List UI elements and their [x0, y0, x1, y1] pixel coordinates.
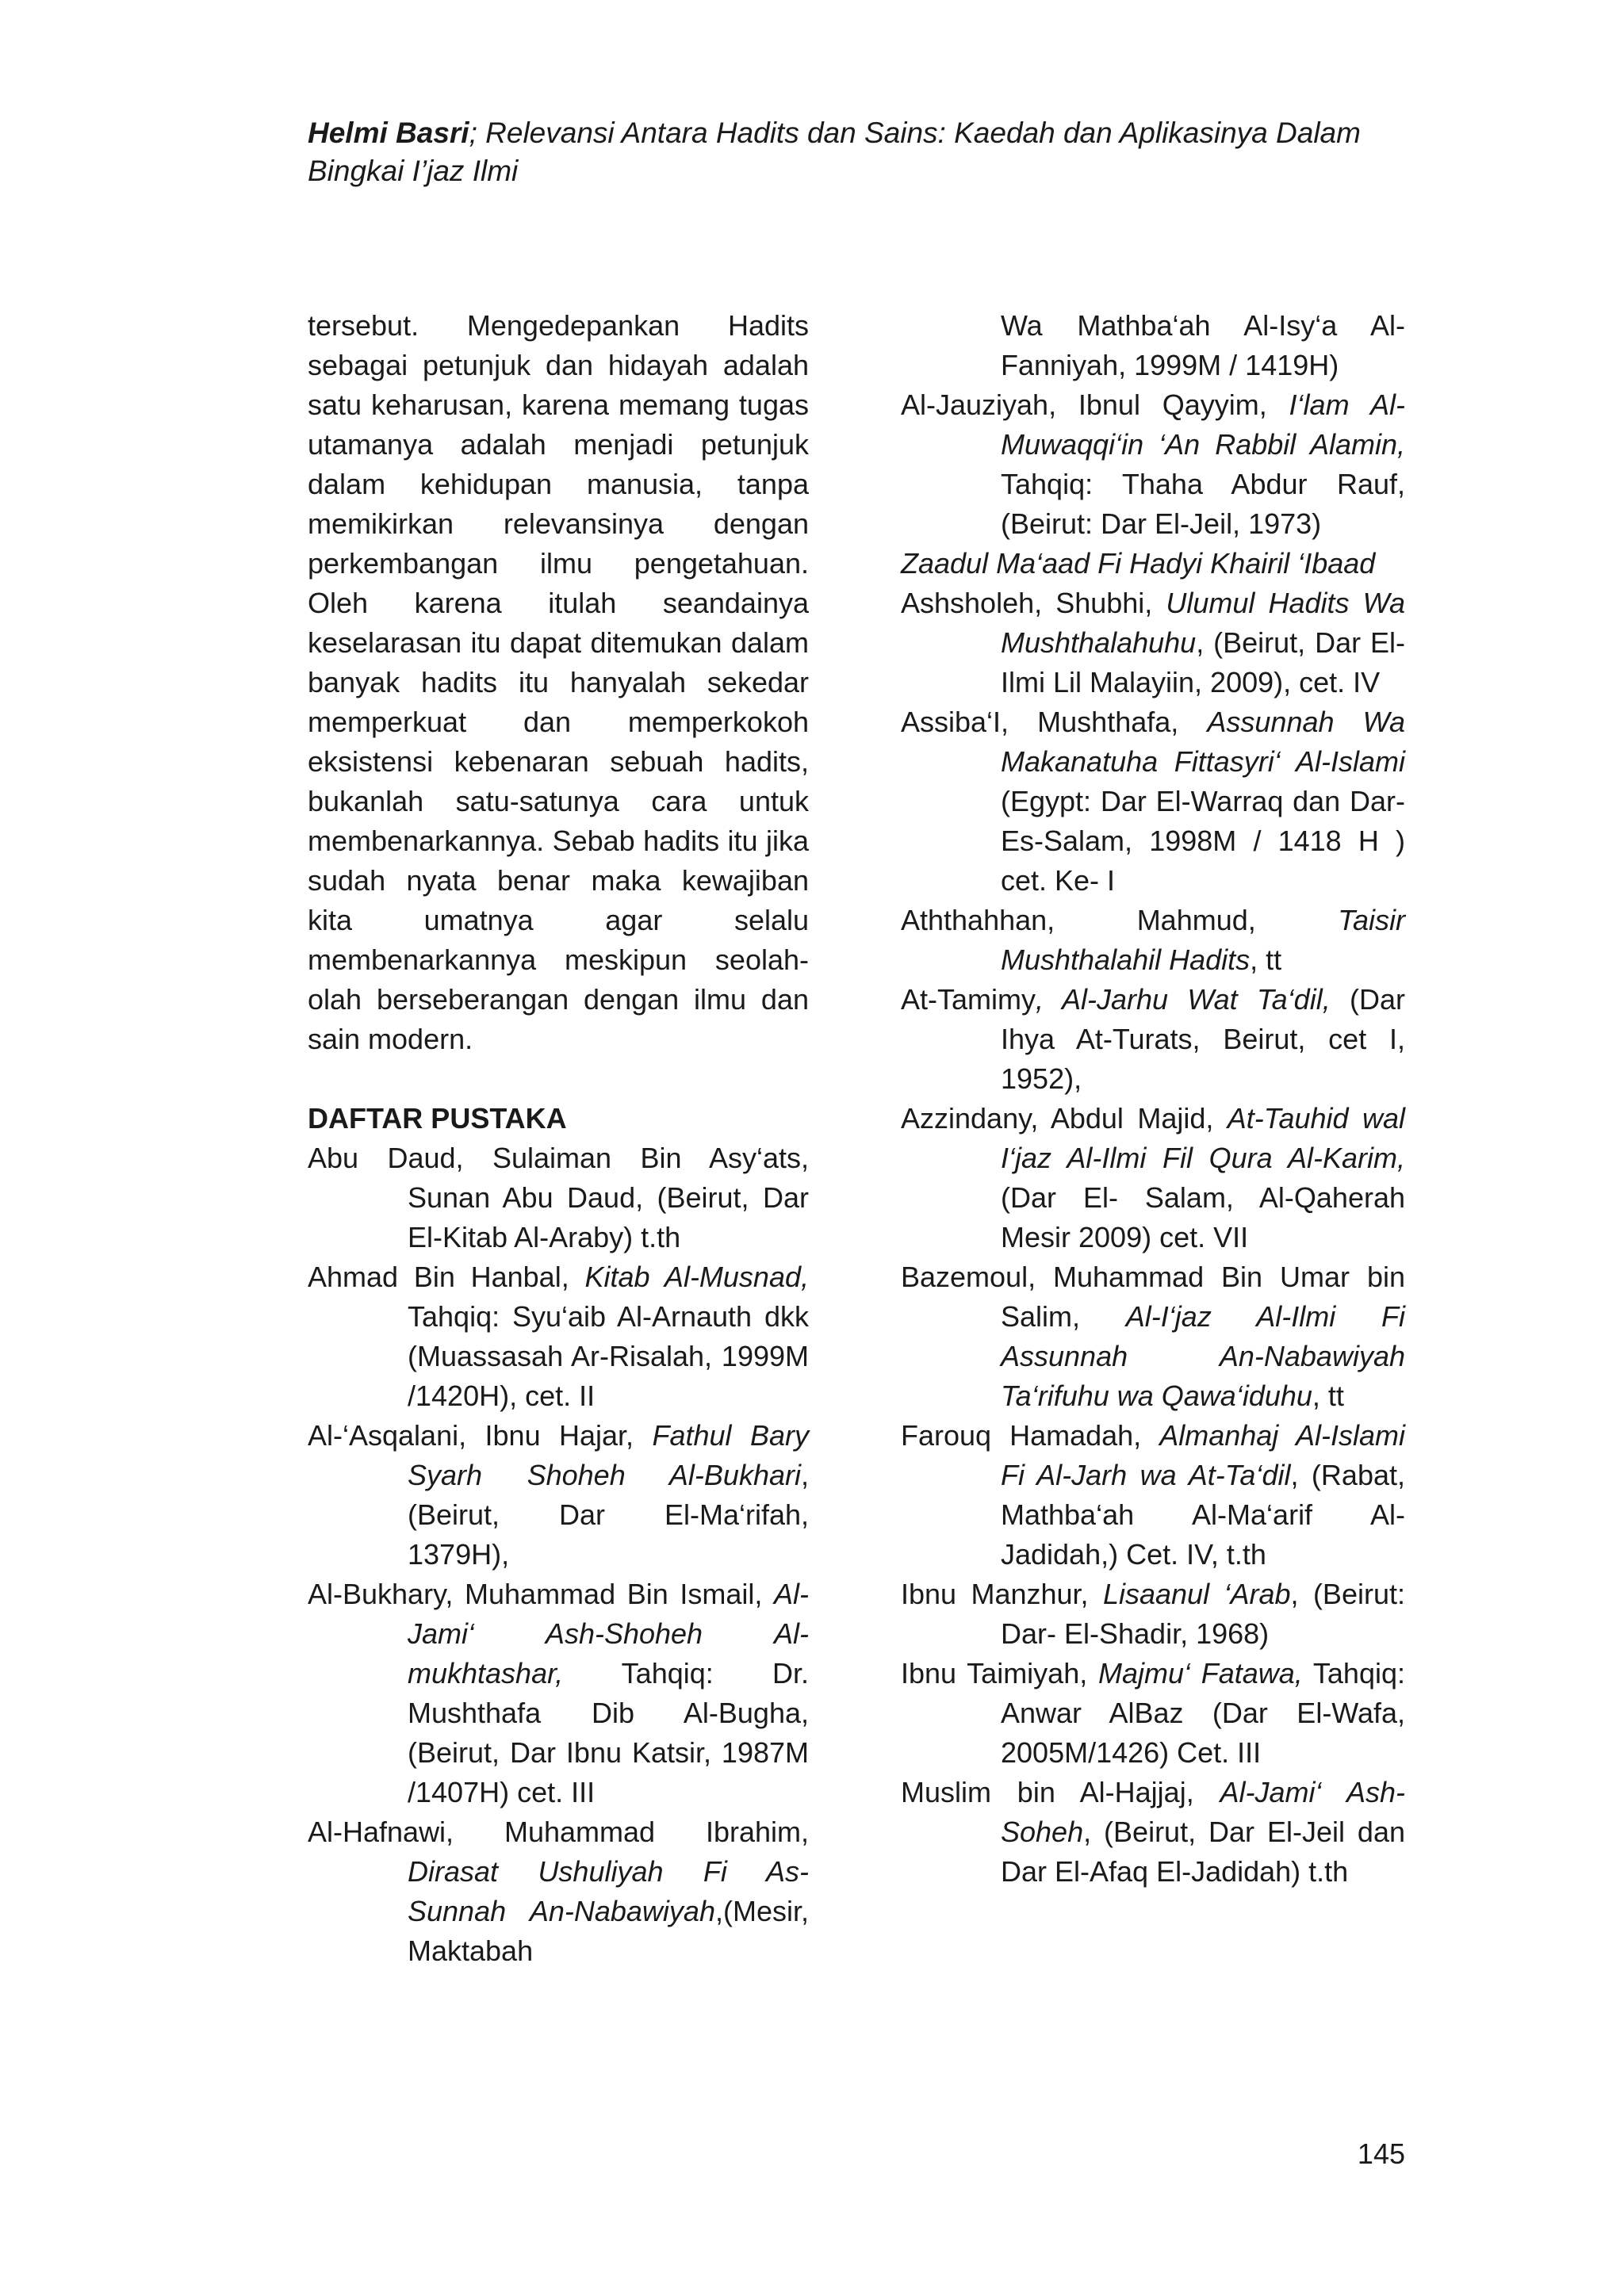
header-title: ; Relevansi Antara Hadits dan Sains: Kaedah dan Aplikasinya Dalam Bingkai I’jaz Ilmi [308, 117, 1361, 187]
reference-entry: Azzindany, Abdul Majid, At-Tauhid wal I‘jaz Al-Ilmi Fil Qura Al-Karim, (Dar El- Salam, Al-Qaherah Mesir 2009) cet. VII [901, 1102, 1405, 1253]
reference-entry: Abu Daud, Sulaiman Bin Asy‘ats, Sunan Abu Daud, (Beirut, Dar El-Kitab Al-Araby) t.th [308, 1142, 809, 1253]
header-author: Helmi Basri [308, 117, 469, 149]
reference-entry: Assiba‘I, Mushthafa, Assunnah Wa Makanatuha Fittasyri‘ Al-Islami (Egypt: Dar El-Warraq dan Dar- Es-Salam, 1998M / 1418 H ) cet. Ke- I [901, 706, 1405, 897]
reference-continuation: Wa Mathba‘ah Al-Isy‘a Al-Fanniyah, 1999M / 1419H) [1001, 309, 1405, 381]
reference-entry: Zaadul Ma‘aad Fi Hadyi Khairil ‘Ibaad [901, 547, 1376, 580]
reference-entry: Muslim bin Al-Hajjaj, Al-Jami‘ Ash-Soheh, (Beirut, Dar El-Jeil dan Dar El-Afaq El-Jadidah) t.th [901, 1776, 1405, 1888]
reference-entry: Ibnu Manzhur, Lisaanul ‘Arab, (Beirut: Dar- El-Shadir, 1968) [901, 1578, 1405, 1650]
reference-entry: Ahmad Bin Hanbal, Kitab Al-Musnad, Tahqiq: Syu‘aib Al-Arnauth dkk (Muassasah Ar-Risalah, 1999M /1420H), cet. II [308, 1261, 810, 1412]
bibliography-heading: DAFTAR PUSTAKA [308, 1102, 567, 1135]
body-paragraph: tersebut. Mengedepankan Hadits sebagai petunjuk dan hidayah adalah satu keharusan, karena memang tugas utamanya adalah menjadi petunjuk dalam kehidupan manusia, tanpa memikirkan relevansinya dengan perkembangan ilmu pengetahuan. Oleh karena itulah seandainya keselarasan itu dapat ditemukan dalam banyak hadits itu hanyalah sekedar memperkuat dan memperkokoh eksistensi kebenaran sebuah hadits, bukanlah satu-satunya cara untuk membenarkannya. Sebab hadits itu jika sudah nyata benar maka kewajiban kita umatnya agar selalu membenarkannya meskipun seolah-olah berseberangan dengan ilmu dan sain modern. [308, 309, 809, 1055]
reference-entry: Al-‘Asqalani, Ibnu Hajar, Fathul Bary Syarh Shoheh Al-Bukhari, (Beirut, Dar El-Ma‘rifah, 1379H), [308, 1419, 809, 1571]
reference-entry: Al-Jauziyah, Ibnul Qayyim, I‘lam Al-Muwaqqi‘in ‘An Rabbil Alamin, Tahqiq: Thaha Abdur Rauf, (Beirut: Dar El-Jeil, 1973) [901, 388, 1406, 540]
reference-entry: Bazemoul, Muhammad Bin Umar bin Salim, Al-I‘jaz Al-Ilmi Fi Assunnah An-Nabawiyah Ta‘rifuhu wa Qawa‘iduhu, tt [901, 1261, 1405, 1412]
bibliography-list-left [308, 1138, 809, 1971]
reference-entry: At-Tamimy, Al-Jarhu Wat Ta‘dil, (Dar Ihya At-Turats, Beirut, cet I, 1952), [901, 983, 1405, 1095]
left-column [308, 306, 809, 1971]
page-number: 145 [1357, 2137, 1405, 2170]
running-header [308, 114, 1394, 190]
reference-entry: Ibnu Taimiyah, Majmu‘ Fatawa, Tahqiq: Anwar AlBaz (Dar El-Wafa, 2005M/1426) Cet. III [901, 1657, 1405, 1769]
reference-entry: Al-Bukhary, Muhammad Bin Ismail, Al-Jami‘ Ash-Shoheh Al-mukhtashar, Tahqiq: Dr. Mushthafa Dib Al-Bugha, (Beirut, Dar Ibnu Katsir, 1987M /1407H) cet. III [308, 1578, 809, 1808]
right-column [901, 306, 1405, 1892]
reference-entry: Farouq Hamadah, Almanhaj Al-Islami Fi Al-Jarh wa At-Ta‘dil, (Rabat, Mathba‘ah Al-Ma‘arif Al-Jadidah,) Cet. IV, t.th [901, 1419, 1405, 1571]
reference-entry: Aththahhan, Mahmud, Taisir Mushthalahil Hadits, tt [901, 904, 1405, 976]
reference-entry: Al-Hafnawi, Muhammad Ibrahim, Dirasat Ushuliyah Fi As-Sunnah An-Nabawiyah,(Mesir, Maktabah [308, 1816, 809, 1967]
reference-entry: Ashsholeh, Shubhi, Ulumul Hadits Wa Mushthalahuhu, (Beirut, Dar El-Ilmi Lil Malayiin, 2009), cet. IV [901, 587, 1405, 698]
